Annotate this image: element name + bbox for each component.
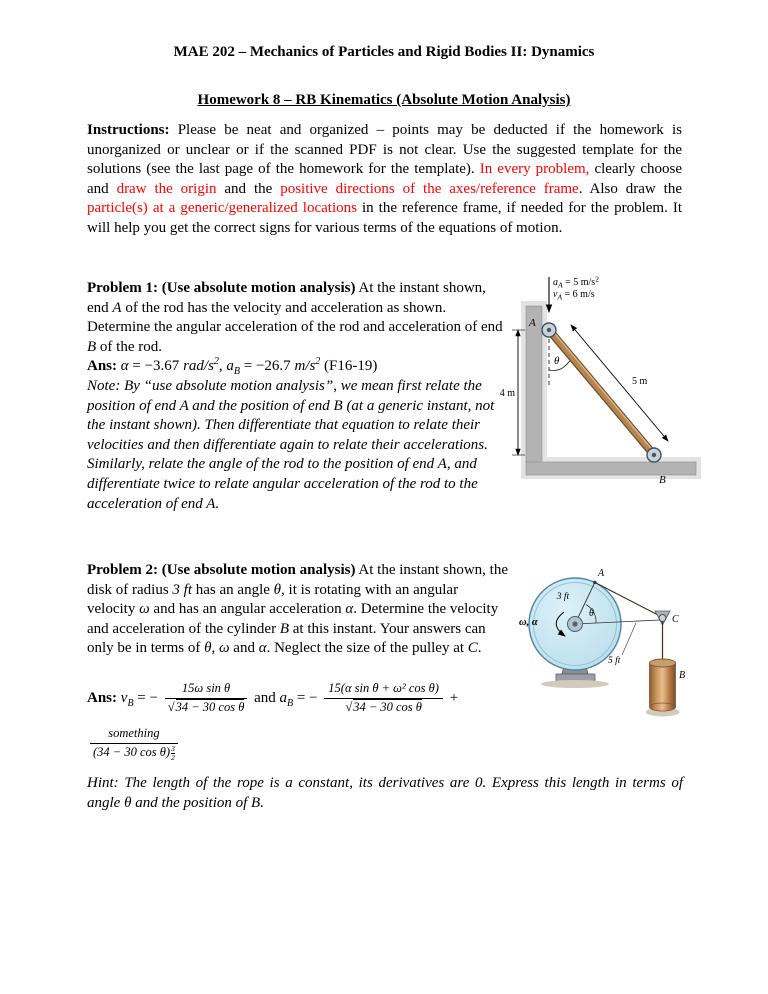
text-segment: particle(s) at a generic/generalized locations bbox=[87, 200, 357, 217]
text-segment: α bbox=[120, 358, 129, 375]
ab-fraction-denominator bbox=[324, 699, 443, 716]
exponent-denominator: 2 bbox=[171, 753, 175, 763]
radius-dimension-label: 3 ft bbox=[556, 592, 570, 602]
text-segment: 3 ft bbox=[172, 581, 193, 598]
text-segment: and the bbox=[216, 180, 281, 197]
text-segment: = −26.7 bbox=[240, 358, 295, 375]
height-dimension-label: 4 m bbox=[499, 388, 515, 399]
problem-1-answer bbox=[87, 357, 507, 377]
theta-label: θ bbox=[589, 608, 594, 619]
text-segment: α bbox=[345, 601, 354, 618]
problem-2-statement bbox=[87, 561, 509, 659]
vb-fraction-denominator bbox=[165, 699, 248, 716]
problem-1-figure bbox=[498, 272, 713, 517]
problem-1-section bbox=[87, 279, 507, 514]
velocity-label: $v_A = 6$ m/s bbox=[553, 289, 595, 302]
sqrt-sign-2: √ bbox=[345, 700, 353, 715]
text-segment: At the instant shown, end bbox=[87, 280, 486, 316]
vb-fraction-numerator: 15ω sin θ bbox=[165, 681, 248, 699]
and-text: and bbox=[250, 690, 280, 706]
text-segment: ω bbox=[218, 640, 230, 657]
problem-2-answer-continued bbox=[87, 723, 181, 765]
point-c-label: C bbox=[672, 614, 679, 625]
text-segment: B bbox=[279, 620, 289, 637]
floor bbox=[526, 462, 696, 475]
text-segment: . bbox=[477, 640, 482, 657]
text-segment: and has an angular acceleration bbox=[149, 601, 346, 618]
text-segment: Instructions: bbox=[87, 122, 170, 138]
attachment-point-a bbox=[593, 581, 596, 584]
course-title: MAE 202 – Mechanics of Particles and Rigid Bodies II: Dynamics bbox=[173, 44, 595, 60]
problem-1-note: Note: By “use absolute motion analysis”, we mean first relate the position of end A and the position of end B (at a generic instant, not the instant shown). Then differentiate that equation to relate their velocities and then differentiate again to relate their accelerations. Similarly, relate the angle of the rod to the position of end A, and differentiate twice to relate angular acceleration of the rod to the acceleration of end A. bbox=[87, 377, 495, 512]
text-segment: m/s bbox=[294, 358, 316, 375]
vb-symbol: v bbox=[120, 690, 128, 706]
text-segment: in the reference frame, if needed for the problem. It will help you get the correct signs for various terms of the equations of motion. bbox=[87, 200, 683, 236]
text-segment: (F16-19) bbox=[320, 358, 378, 375]
text-segment: . Determine the velocity and acceleration of the cylinder bbox=[87, 601, 499, 637]
text-segment: . Also draw the bbox=[578, 180, 682, 197]
text-segment: Problem 1: (Use absolute motion analysis) bbox=[87, 280, 356, 296]
stand-base bbox=[556, 674, 595, 681]
text-segment: 2 bbox=[315, 356, 321, 368]
text-segment: ω bbox=[139, 601, 150, 618]
rod bbox=[549, 330, 654, 455]
stand-shadow bbox=[541, 680, 609, 688]
radicand-2: 34 − 30 cos θ bbox=[353, 700, 422, 715]
text-segment: = −3.67 bbox=[128, 358, 184, 375]
exponent-three-halves bbox=[171, 745, 175, 763]
hint-paragraph: Hint: The length of the rope is a constant, its derivatives are 0. Express this length in terms of angle θ and the position of B. bbox=[87, 775, 683, 811]
text-segment: In every problem, bbox=[479, 161, 590, 178]
cylinder-b-bottom bbox=[650, 703, 676, 711]
point-a-label: A bbox=[598, 568, 605, 579]
instructions-paragraph bbox=[87, 121, 682, 239]
equals-minus-2: = − bbox=[293, 690, 318, 706]
something-fraction bbox=[90, 726, 178, 763]
text-segment: 2 bbox=[213, 356, 219, 368]
text-segment: rad/s bbox=[183, 358, 214, 375]
hub-pin bbox=[572, 621, 577, 626]
omega-alpha-label: ω, α bbox=[519, 617, 538, 628]
pulley-c bbox=[659, 615, 666, 622]
denominator-base: (34 − 30 cos θ) bbox=[93, 744, 171, 759]
text-segment: Please be neat and organized – points may be deducted if the homework is unorganized or unclear or if the scanned PDF is not clear. Use the suggested template for the solutions (see the last page of the homework for the template). bbox=[87, 122, 682, 178]
ab-fraction bbox=[324, 681, 443, 715]
pulley-dimension-label: 5 ft bbox=[608, 656, 621, 666]
sqrt-sign: √ bbox=[167, 700, 175, 715]
point-b-label: B bbox=[659, 474, 666, 486]
ab-subscript: B bbox=[287, 698, 294, 709]
acceleration-label: $a_A = 5$ $m/s^2$ bbox=[553, 274, 599, 290]
text-segment: α bbox=[258, 640, 267, 657]
something-denominator bbox=[90, 744, 178, 763]
homework-title: Homework 8 – RB Kinematics (Absolute Motion Analysis) bbox=[197, 92, 571, 108]
roller-a-pin bbox=[547, 328, 551, 332]
problem-2-section bbox=[87, 561, 509, 659]
text-segment: a bbox=[226, 358, 234, 375]
problem-1-statement bbox=[87, 279, 507, 357]
something-numerator: something bbox=[90, 726, 178, 744]
point-a-label: A bbox=[529, 317, 536, 329]
roller-b-pin bbox=[652, 453, 656, 457]
cylinder-b-body bbox=[650, 663, 676, 707]
text-segment: has an angle bbox=[192, 581, 274, 598]
text-segment: clearly choose and bbox=[87, 161, 682, 197]
text-segment: , it is rotating with an angular velocity bbox=[87, 581, 459, 618]
rod-highlight bbox=[551, 329, 655, 453]
problem-2-figure bbox=[503, 566, 718, 736]
rod-dimension-label: 5 m bbox=[632, 376, 648, 387]
answer-label: Ans: bbox=[87, 690, 121, 706]
text-segment: C bbox=[467, 640, 478, 657]
vb-fraction bbox=[165, 681, 248, 715]
text-segment: and bbox=[229, 640, 259, 657]
text-segment: θ bbox=[273, 581, 282, 598]
text-segment: B bbox=[87, 338, 97, 355]
equals-minus: = − bbox=[133, 690, 158, 706]
ab-fraction-numerator: 15(α sin θ + ω² cos θ) bbox=[324, 681, 443, 699]
cylinder-b-top bbox=[650, 659, 676, 667]
text-segment: at this instant. Your answers can only be in terms of bbox=[87, 620, 486, 657]
text-segment: , bbox=[211, 640, 219, 657]
dimension-leader bbox=[622, 623, 636, 655]
wall bbox=[526, 306, 542, 463]
text-segment: Problem 2: (Use absolute motion analysis) bbox=[87, 562, 356, 578]
vb-subscript: B bbox=[127, 698, 134, 709]
ab-symbol: a bbox=[279, 690, 288, 706]
point-b-label: B bbox=[679, 670, 686, 681]
text-segment: of the rod has the velocity and acceleration as shown. Determine the angular acceleration of the rod and acceleration of end bbox=[87, 299, 503, 336]
text-segment: positive directions of the axes/reference frame bbox=[280, 180, 579, 197]
theta-arc bbox=[549, 359, 571, 371]
text-segment: θ bbox=[204, 640, 212, 657]
text-segment: draw the origin bbox=[116, 180, 217, 197]
radicand: 34 − 30 cos θ bbox=[175, 700, 245, 715]
plus-sign: + bbox=[445, 690, 459, 706]
text-segment: , bbox=[218, 358, 227, 375]
text-segment: of the rod. bbox=[96, 338, 162, 355]
exponent-numerator: 3 bbox=[171, 743, 175, 753]
text-segment: A bbox=[112, 299, 122, 316]
theta-label: θ bbox=[554, 355, 560, 367]
text-segment: At the instant shown, the disk of radius bbox=[87, 562, 508, 598]
text-segment: . Neglect the size of the pulley at bbox=[266, 640, 468, 657]
rod-dimension-line bbox=[571, 325, 668, 441]
text-segment: B bbox=[233, 366, 241, 378]
text-segment: Ans: bbox=[87, 358, 121, 375]
